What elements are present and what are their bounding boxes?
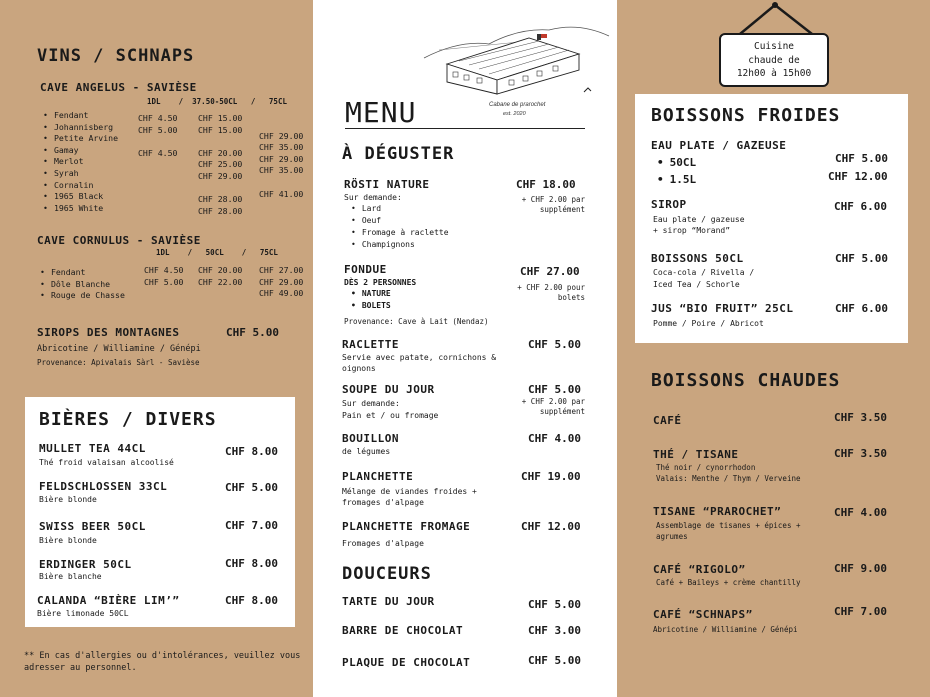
list-item: • Oeuf [351,215,449,227]
douceur-price: CHF 5.00 [528,654,581,667]
chaude-desc: Thé noir / cynorrhodon [656,463,756,472]
planchette-name: PLANCHETTE [342,470,414,483]
chaude-name: THÉ / TISANE [653,448,739,461]
raclette-price: CHF 5.00 [528,338,581,351]
cornulus-wine-list [40,267,125,302]
sirop-name: SIROP [651,198,687,211]
boissons-froides-panel [635,94,908,343]
planchette-desc: Mélange de viandes froides + fromages d'alpage [342,487,477,507]
jus-name: JUS “BIO FRUIT” 25CL [651,302,794,315]
kitchen-hours-sign [719,33,829,87]
douceurs-title: DOUCEURS [342,564,432,584]
chaude-price: CHF 3.50 [834,447,887,460]
sirops-provenance: Provenance: Apivalais Sàrl - Savièse [37,358,200,367]
eau-sizes [657,154,696,188]
planchette-fromage-desc: Fromages d'alpage [342,539,424,548]
list-item: • Dôle Blanche [40,279,125,291]
sign-line: Cuisine [753,41,795,52]
sirop-price: CHF 6.00 [834,200,887,213]
rosti-supplement: + CHF 2.00 par supplément [521,195,585,214]
allergy-note: ** En cas d'allergies ou d'intolérances, veuillez vous adresser au personnel. [24,651,301,673]
bieres-title: BIÈRES / DIVERS [39,409,217,430]
list-item: • Fendant [40,267,125,279]
chaude-name: TISANE “PRAROCHET” [653,505,782,518]
soupe-price: CHF 5.00 [528,383,581,396]
bouillon-desc: de légumes [342,447,391,456]
list-item: • Johannisberg [43,122,118,134]
list-item: • Syrah [43,168,118,180]
list-item: • Gamay [43,145,118,157]
chaude-name: CAFÉ “SCHNAPS” [653,608,753,621]
sirop-desc: Eau plate / gazeuse [653,215,745,224]
rosti-name: RÖSTI NATURE [344,178,430,191]
eau-name: EAU PLATE / GAZEUSE [651,139,787,152]
menu-title: MENU [345,96,417,129]
cabin-logo-icon [419,18,619,110]
raclette-name: RACLETTE [342,338,399,351]
list-item: • Fromage à raclette [351,227,449,239]
chaude-desc: Valais: Menthe / Thym / Verveine [656,474,801,483]
biere-desc: Thé froid valaisan alcoolisé [39,458,174,467]
rosti-price: CHF 18.00 [516,178,576,191]
angelus-price-col-1dl: CHF 4.50 CHF 5.00 CHF 4.50 [138,113,178,158]
bouillon-name: BOUILLON [342,432,399,445]
biere-price: CHF 8.00 [225,445,278,458]
chaude-name: CAFÉ [653,414,682,427]
menu-panel [313,0,617,697]
biere-price: CHF 8.00 [225,557,278,570]
jus-price: CHF 6.00 [835,302,888,315]
list-item: • Fendant [43,110,118,122]
chaude-name: CAFÉ “RIGOLO” [653,563,746,576]
biere-price: CHF 7.00 [225,519,278,532]
angelus-size-header: 1DL / 37.50-50CL / 75CL [147,97,287,106]
boissons-50cl-price: CHF 5.00 [835,252,888,265]
cornulus-price-col-75cl: CHF 27.00 CHF 29.00 CHF 49.00 [259,265,304,299]
douceur-price: CHF 3.00 [528,624,581,637]
rosti-options [351,203,449,251]
soupe-desc: Pain et / ou fromage [342,411,439,420]
vins-schnaps-title: VINS / SCHNAPS [37,46,195,66]
list-item: • Merlot [43,156,118,168]
biere-name: SWISS BEER 50CL [39,520,146,533]
douceur-name: PLAQUE DE CHOCOLAT [342,656,471,669]
biere-name: FELDSCHLOSSEN 33CL [39,480,168,493]
chaude-desc: agrumes [656,532,688,541]
boissons-froides-title: BOISSONS FROIDES [651,105,841,126]
soupe-name: SOUPE DU JOUR [342,383,435,396]
chaude-price: CHF 3.50 [834,411,887,424]
chaude-price: CHF 7.00 [834,605,887,618]
fondue-options [351,288,391,312]
soupe-desc: Sur demande: [342,399,400,408]
raclette-desc: Servie avec patate, cornichons & oignons [342,353,497,373]
list-item: • 50CL [657,154,696,171]
chaude-desc: Assemblage de tisanes + épices + [656,521,801,530]
boissons-50cl-desc: Iced Tea / Schorle [653,280,740,289]
logo-est: est. 2020 [503,111,526,117]
sign-string-icon [732,0,822,36]
eau-price-50cl: CHF 5.00 [835,152,888,165]
sign-line: 12h00 à 15h00 [736,68,812,79]
sirops-price: CHF 5.00 [226,326,279,339]
bieres-panel [25,397,295,627]
sirops-desc: Abricotine / Williamine / Génépi [37,344,201,354]
cornulus-size-header: 1DL / 50CL / 75CL [156,248,278,257]
rosti-desc: Sur demande: [344,193,402,202]
fondue-supplement: + CHF 2.00 pour bolets [517,283,585,302]
biere-desc: Bière limonade 50CL [37,609,129,618]
list-item: • Cornalin [43,180,118,192]
biere-price: CHF 5.00 [225,481,278,494]
boissons-chaudes-title: BOISSONS CHAUDES [651,370,841,391]
angelus-wine-list [43,110,118,214]
biere-name: MULLET TEA 44CL [39,442,146,455]
cave-cornulus-title: CAVE CORNULUS - SAVIÈSE [37,234,201,247]
logo-caption: Cabane de prarochet [489,102,546,108]
eau-price-1-5l: CHF 12.00 [828,170,888,183]
fondue-price: CHF 27.00 [520,265,580,278]
chaude-price: CHF 4.00 [834,506,887,519]
list-item: • Petite Arvine [43,133,118,145]
douceur-name: TARTE DU JOUR [342,595,435,608]
chaude-desc: Café + Baileys + crème chantilly [656,578,801,587]
fondue-people: DÈS 2 PERSONNES [344,278,417,287]
cornulus-price-col-50cl: CHF 20.00 CHF 22.00 [198,265,243,287]
list-item: • 1965 Black [43,191,118,203]
list-item: • BOLETS [351,300,391,312]
list-item: • Champignons [351,239,449,251]
biere-name: ERDINGER 50CL [39,558,132,571]
biere-desc: Bière blanche [39,572,102,581]
sign-line: chaude de [748,54,800,66]
bouillon-price: CHF 4.00 [528,432,581,445]
deguster-title: À DÉGUSTER [342,144,455,164]
planchette-fromage-price: CHF 12.00 [521,520,581,533]
angelus-price-col-75cl: CHF 29.00 CHF 35.00 CHF 29.00 CHF 35.00 CHF 41.00 [259,130,304,199]
list-item: • Rouge de Chasse [40,290,125,302]
soupe-supplement: + CHF 2.00 par supplément [521,397,585,416]
douceur-price: CHF 5.00 [528,598,581,611]
list-item: • 1965 White [43,203,118,215]
jus-desc: Pomme / Poire / Abricot [653,319,764,328]
chaude-desc: Abricotine / Williamine / Génépi [653,625,798,634]
menu-divider [345,128,585,129]
angelus-price-col-50cl: CHF 15.00 CHF 15.00 CHF 20.00 CHF 25.00 CHF 29.00 CHF 28.00 CHF 28.00 [198,113,243,216]
cornulus-price-col-1dl: CHF 4.50 CHF 5.00 [144,265,184,287]
biere-price: CHF 8.00 [225,594,278,607]
list-item: • 1.5L [657,171,696,188]
planchette-fromage-name: PLANCHETTE FROMAGE [342,520,471,533]
biere-desc: Bière blonde [39,495,97,504]
boissons-50cl-name: BOISSONS 50CL [651,252,744,265]
chaude-price: CHF 9.00 [834,562,887,575]
fondue-provenance: Provenance: Cave à Lait (Nendaz) [344,317,489,326]
sirops-title: SIROPS DES MONTAGNES [37,326,180,339]
fondue-name: FONDUE [344,263,387,276]
sirop-desc: + sirop “Morand” [653,226,731,235]
biere-name: CALANDA “BIÈRE LIM’” [37,594,180,607]
biere-desc: Bière blonde [39,536,97,545]
list-item: • Lard [351,203,449,215]
boissons-50cl-desc: Coca-cola / Rivella / [653,268,755,277]
list-item: • NATURE [351,288,391,300]
cave-angelus-title: CAVE ANGELUS - SAVIÈSE [40,81,197,94]
douceur-name: BARRE DE CHOCOLAT [342,624,464,637]
planchette-price: CHF 19.00 [521,470,581,483]
